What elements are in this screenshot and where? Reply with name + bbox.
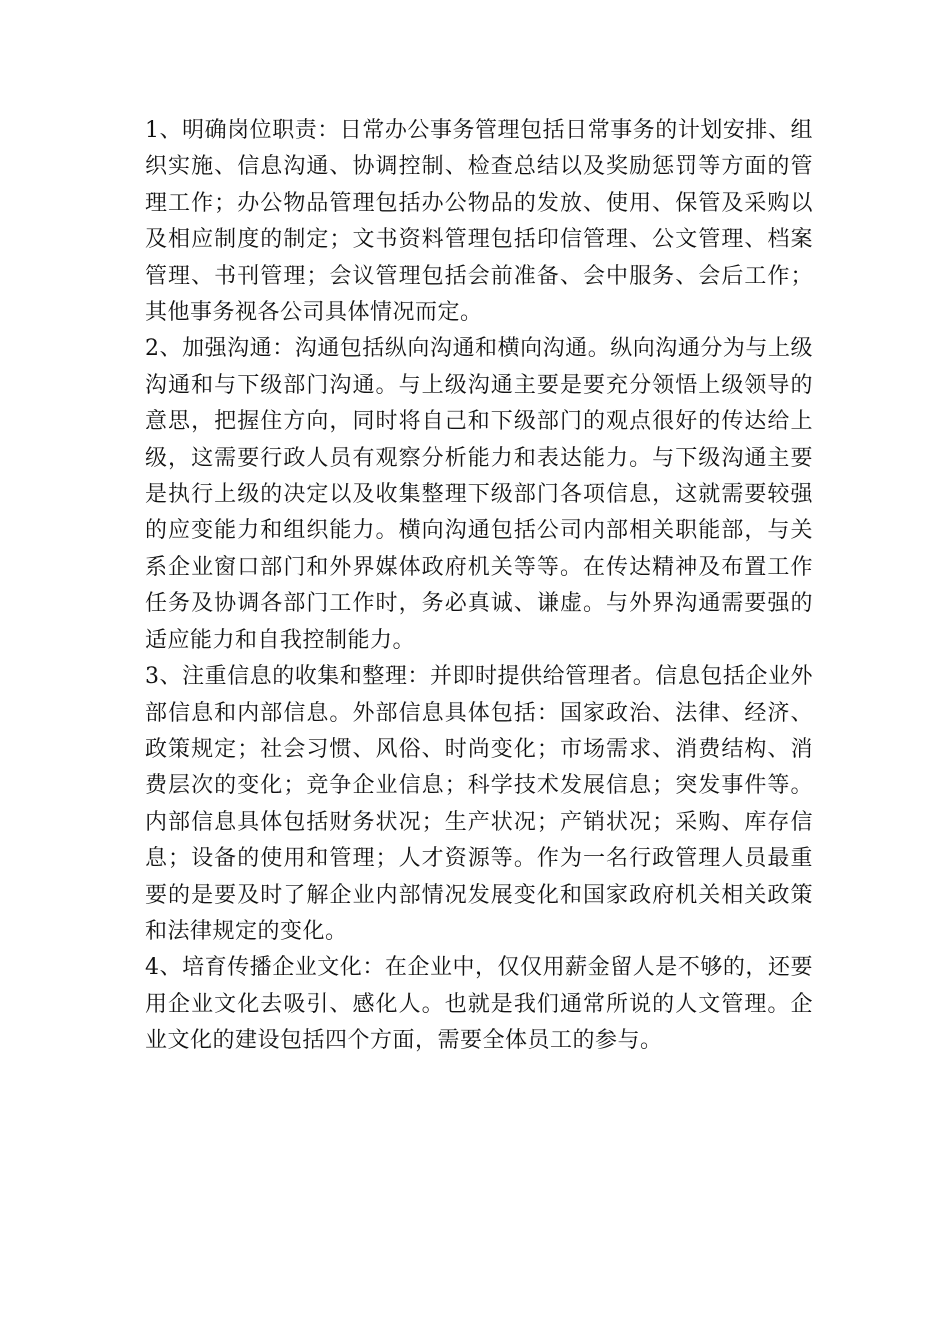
paragraph-corporate-culture: 4、培育传播企业文化：在企业中，仅仅用薪金留人是不够的，还要用企业文化去吸引、感化人。也就是我们通常所说的人文管理。企业文化的建设包括四个方面，需要全体员工的参与。: [145, 955, 813, 1054]
document-body: [145, 113, 813, 1060]
paragraph-communication: 2、加强沟通：沟通包括纵向沟通和横向沟通。纵向沟通分为与上级沟通和与下级部门沟通。与上级沟通主要是要充分领悟上级领导的意思，把握住方向，同时将自己和下级部门的观点很好的传达给上级，这需要行政人员有观察分析能力和表达能力。与下级沟通主要是执行上级的决定以及收集整理下级部门各项信息，这就需要较强的应变能力和组织能力。横向沟通包括公司内部相关职能部，与关系企业窗口部门和外界媒体政府机关等等。在传达精神及布置工作任务及协调各部门工作时，务必真诚、谦虚。与外界沟通需要强的适应能力和自我控制能力。: [145, 336, 813, 653]
paragraph-job-responsibilities: 1、明确岗位职责：日常办公事务管理包括日常事务的计划安排、组织实施、信息沟通、协调控制、检查总结以及奖励惩罚等方面的管理工作；办公物品管理包括办公物品的发放、使用、保管及采购以及相应制度的制定；文书资料管理包括印信管理、公文管理、档案管理、书刊管理；会议管理包括会前准备、会中服务、会后工作；其他事务视各公司具体情况而定。: [145, 118, 813, 326]
paragraph-information-collection: 3、注重信息的收集和整理：并即时提供给管理者。信息包括企业外部信息和内部信息。外部信息具体包括：国家政治、法律、经济、政策规定；社会习惯、风俗、时尚变化；市场需求、消费结构、消费层次的变化；竞争企业信息；科学技术发展信息；突发事件等。内部信息具体包括财务状况；生产状况；产销状况；采购、库存信息；设备的使用和管理；人才资源等。作为一名行政管理人员最重要的是要及时了解企业内部情况发展变化和国家政府机关相关政策和法律规定的变化。: [145, 664, 813, 944]
